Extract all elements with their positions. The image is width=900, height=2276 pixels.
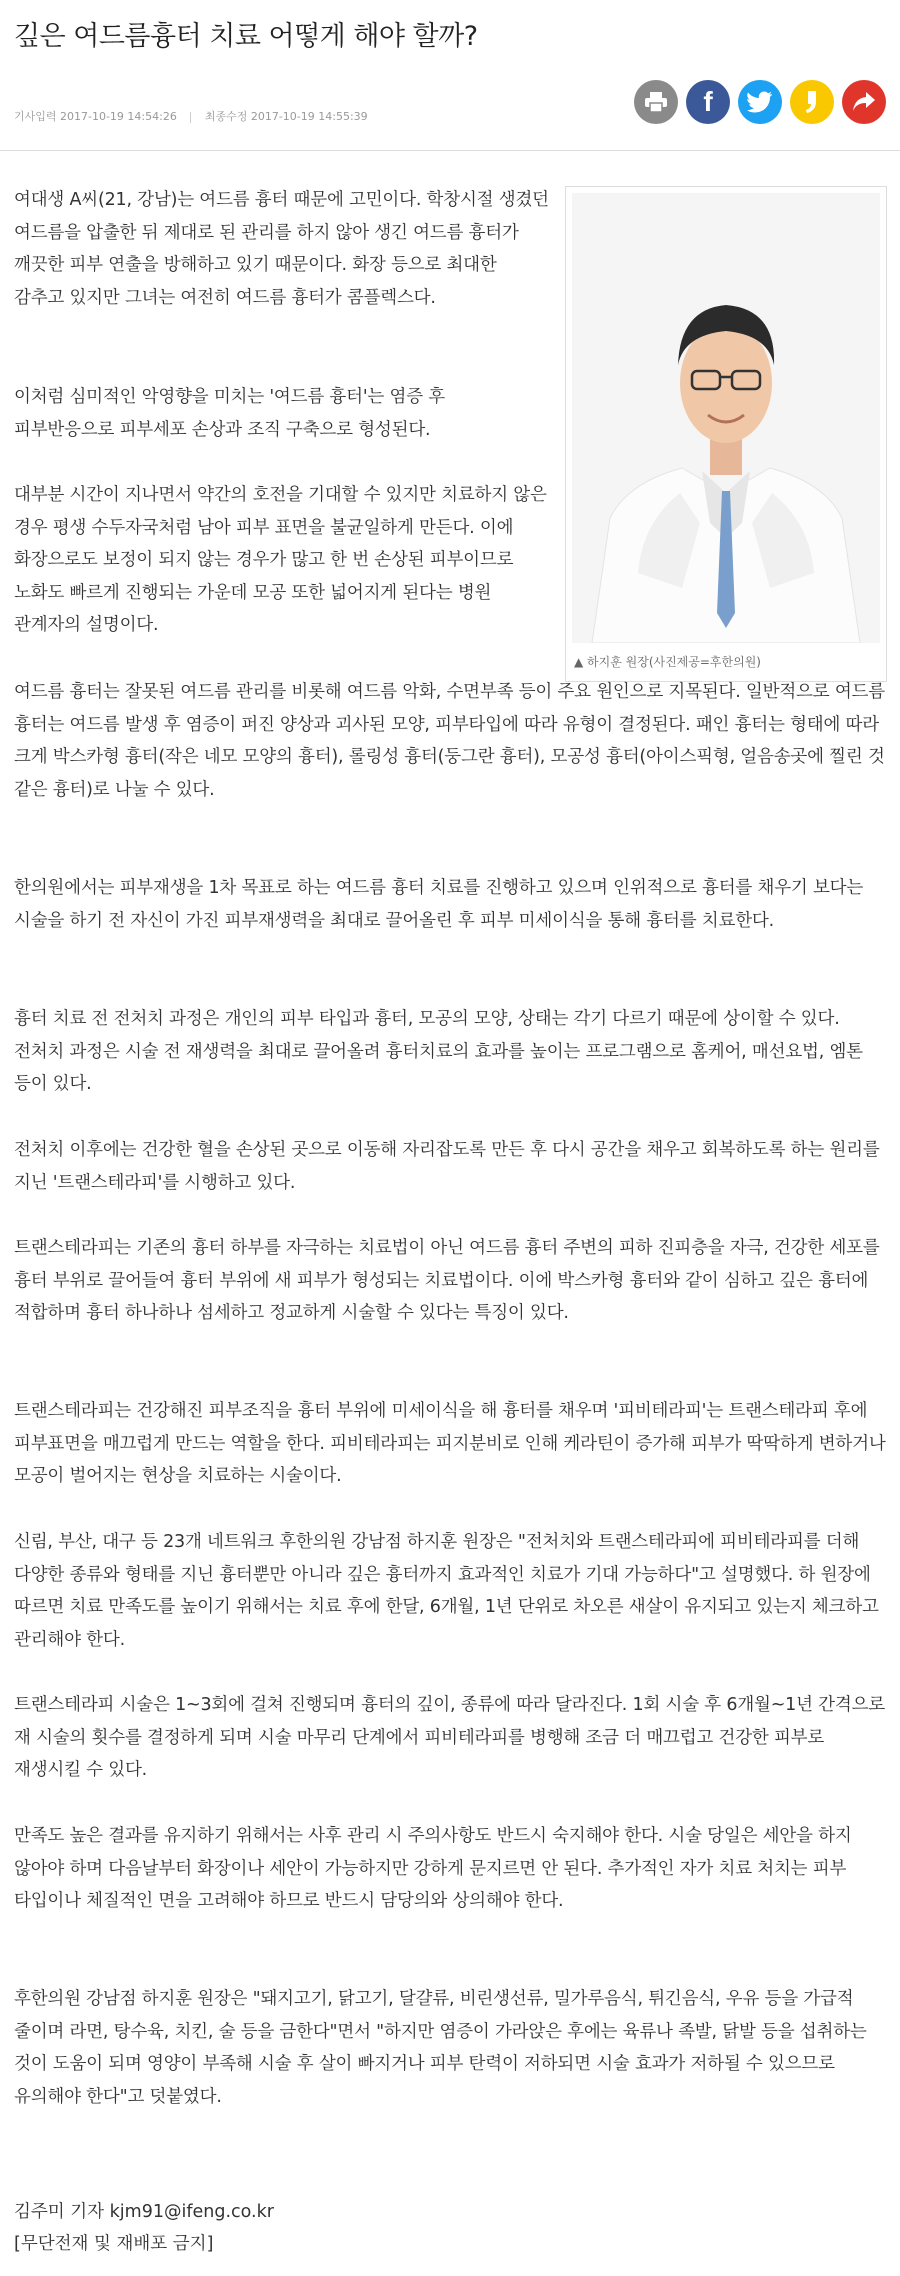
paragraph-10: 신림, 부산, 대구 등 23개 네트워크 후한의원 강남점 하지훈 원장은 "전처치와 트랜스테라피에 피비테라피를 더해 다양한 종류와 형태를 지닌 흉터뿐만 아니라 깊은 흉터까지 효과적인 치료가 기대 가능하다"고 설명했다. 하 원장에 따르면 치료 만족도를 높이기 위해서는 치료 후에 한달, 6개월, 1년 단위로 차오른 새살이 유지되고 있는지 체크하고 관리해야 한다. [14, 1532, 879, 1650]
share-arrow-icon [852, 91, 876, 113]
share-button[interactable] [842, 80, 886, 124]
paragraph-6: 흉터 치료 전 전처치 과정은 개인의 피부 타입과 흉터, 모공의 모양, 상태는 각기 다르기 때문에 상이할 수 있다. 전처치 과정은 시술 전 재생력을 최대로 끌어올려 흉터치료의 효과를 높이는 프로그램으로 홈케어, 매선요법, 엠톤 등이 있다. [14, 1009, 863, 1094]
copyright-notice: [무단전재 및 재배포 금지] [14, 2234, 214, 2254]
modified-date: 최종수정 2017-10-19 14:55:39 [204, 110, 368, 123]
paragraph-4: 여드름 흉터는 잘못된 여드름 관리를 비롯해 여드름 악화, 수면부족 등이 주요 원인으로 지목된다. 일반적으로 여드름 흉터는 여드름 발생 후 염증이 퍼진 양상과 괴사된 모양, 피부타입에 따라 유형이 결정된다. 패인 흉터는 형태에 따라 크게 박스카형 흉터(작은 네모 모양의 흉터), 롤링성 흉터(둥그란 흉터), 모공성 흉터(아이스픽형, 얼음송곳에 찔린 것 같은 흉터)로 나눌 수 있다. [14, 682, 885, 800]
kakao-icon [803, 89, 821, 115]
paragraph-9: 트랜스테라피는 건강해진 피부조직을 흉터 부위에 미세이식을 해 흉터를 채우며 '피비테라피'는 트랜스테라피 후에 피부표면을 매끄럽게 만드는 역할을 한다. 피비테라피는 피지분비로 인해 케라틴이 증가해 피부가 딱딱하게 변하거나 모공이 벌어지는 현상을 치료하는 시술이다. [14, 1401, 886, 1486]
photo-caption: ▲ 하지훈 원장(사진제공=후한의원) [574, 655, 761, 669]
article-meta [14, 108, 368, 124]
twitter-icon [747, 91, 773, 113]
paragraph-5: 한의원에서는 피부재생을 1차 목표로 하는 여드름 흉터 치료를 진행하고 있으며 인위적으로 흉터를 채우기 보다는 시술을 하기 전 자신이 가진 피부재생력을 최대로 끌어올린 후 피부 미세이식을 통해 흉터를 치료한다. [14, 878, 864, 931]
header-divider [0, 150, 900, 151]
paragraph-8: 트랜스테라피는 기존의 흉터 하부를 자극하는 치료법이 아닌 여드름 흉터 주변의 피하 진피층을 자극, 건강한 세포를 흉터 부위로 끌어들여 흉터 부위에 새 피부가 형성되는 치료법이다. 이에 박스카형 흉터와 같이 심하고 깊은 흉터에 적합하며 흉터 하나하나 섬세하고 정교하게 시술할 수 있다는 특징이 있다. [14, 1238, 880, 1323]
paragraph-11: 트랜스테라피 시술은 1~3회에 걸쳐 진행되며 흉터의 깊이, 종류에 따라 달라진다. 1회 시술 후 6개월~1년 간격으로 재 시술의 횟수를 결정하게 되며 시술 마무리 단계에서 피비테라피를 병행해 조금 더 매끄럽고 건강한 피부로 재생시킬 수 있다. [14, 1695, 886, 1780]
byline: 김주미 기자 kjm91@ifeng.co.kr [14, 2202, 274, 2222]
paragraph-1: 여대생 A씨(21, 강남)는 여드름 흉터 때문에 고민이다. 학창시절 생겼던 여드름을 압출한 뒤 제대로 된 관리를 하지 않아 생긴 여드름 흉터가 깨끗한 피부 연출을 방해하고 있기 때문이다. 화장 등으로 최대한 감추고 있지만 그녀는 여전히 여드름 흉터가 콤플렉스다. [14, 190, 549, 308]
published-date: 기사입력 2017-10-19 14:54:26 [14, 110, 177, 123]
print-button[interactable] [634, 80, 678, 124]
twitter-share-button[interactable] [738, 80, 782, 124]
paragraph-2: 이처럼 심미적인 악영향을 미치는 '여드름 흉터'는 염증 후 피부반응으로 피부세포 손상과 조직 구축으로 형성된다. [14, 387, 445, 440]
share-buttons [634, 80, 886, 124]
doctor-portrait [572, 193, 880, 643]
paragraph-3: 대부분 시간이 지나면서 약간의 호전을 기대할 수 있지만 치료하지 않은 경우 평생 수두자국처럼 남아 피부 표면을 불균일하게 만든다. 이에 화장으로도 보정이 되지 않는 경우가 많고 한 번 손상된 피부이므로 노화도 빠르게 진행되는 가운데 모공 또한 넓어지게 된다는 병원 관계자의 설명이다. [14, 485, 547, 635]
article-title: 깊은 여드름흉터 치료 어떻게 해야 할까? [14, 21, 478, 52]
facebook-icon: f [703, 86, 713, 117]
paragraph-12: 만족도 높은 결과를 유지하기 위해서는 사후 관리 시 주의사항도 반드시 숙지해야 한다. 시술 당일은 세안을 하지 않아야 하며 다음날부터 화장이나 세안이 가능하지만 강하게 문지르면 안 된다. 추가적인 자가 치료 처치는 피부 타입이나 체질적인 면을 고려해야 하므로 반드시 담당의와 상의해야 한다. [14, 1826, 852, 1911]
article-photo [565, 186, 887, 682]
paragraph-13: 후한의원 강남점 하지훈 원장은 "돼지고기, 닭고기, 달걀류, 비린생선류, 밀가루음식, 튀긴음식, 우유 등을 가급적 줄이며 라면, 탕수육, 치킨, 술 등을 금한다"면서 "하지만 염증이 가라앉은 후에는 육류나 족발, 닭발 등을 섭취하는 것이 도움이 되며 영양이 부족해 시술 후 살이 빠지거나 피부 탄력이 저하되면 시술 효과가 저하될 수 있으므로 유의해야 한다"고 덧붙였다. [14, 1989, 867, 2107]
print-icon [644, 91, 668, 113]
meta-divider [190, 112, 191, 123]
kakao-share-button[interactable] [790, 80, 834, 124]
facebook-share-button[interactable] [686, 80, 730, 124]
paragraph-7: 전처치 이후에는 건강한 혈을 손상된 곳으로 이동해 자리잡도록 만든 후 다시 공간을 채우고 회복하도록 하는 원리를 지닌 '트랜스테라피'를 시행하고 있다. [14, 1140, 880, 1193]
